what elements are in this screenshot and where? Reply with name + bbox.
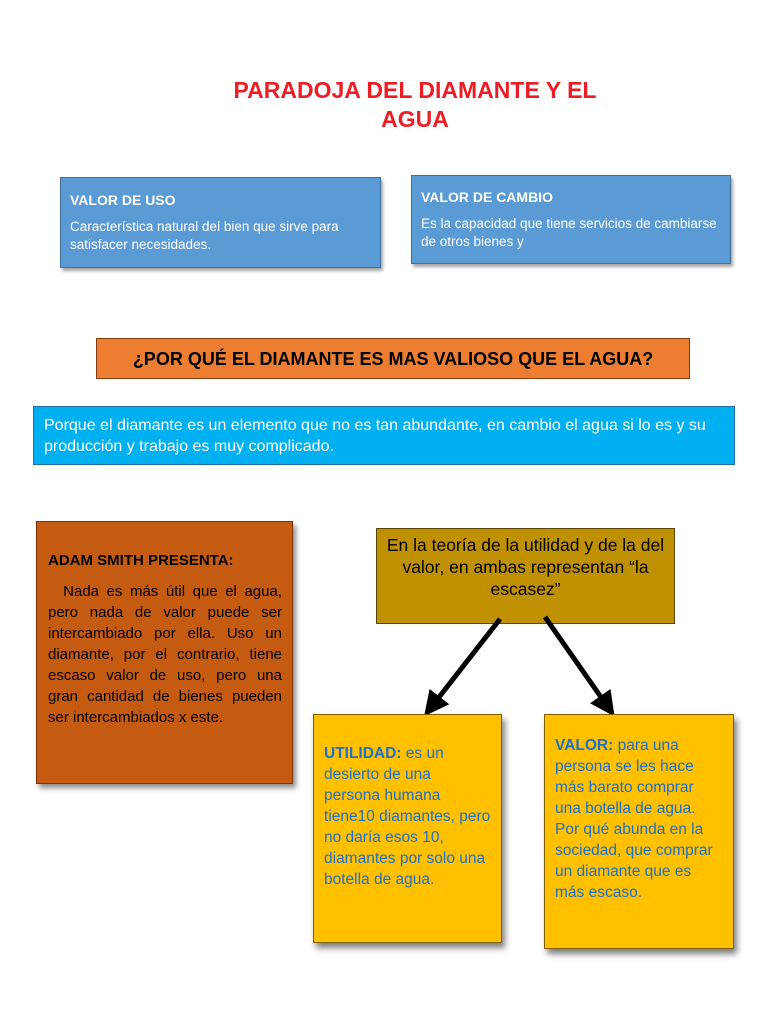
title-line-2: AGUA (381, 106, 449, 132)
valor-label: VALOR: (555, 737, 614, 754)
theory-box: En la teoría de la utilidad y de la del valor, en ambas representan “la escasez” (376, 528, 675, 624)
arrow-to-valor (545, 617, 610, 710)
valor-text: para una persona se les hace más barato comprar una botella de agua. Por qué abunda en la sociedad, que comprar un diamante que es más escaso. (555, 737, 713, 901)
valor-de-cambio-text: Es la capacidad que tiene servicios de cambiarse de otros bienes y (421, 216, 717, 249)
title-line-1: PARADOJA DEL DIAMANTE Y EL (233, 77, 597, 103)
valor-de-cambio-heading: VALOR DE CAMBIO (421, 189, 553, 205)
utilidad-box (313, 714, 502, 943)
valor-de-uso-text: Característica natural del bien que sirve para satisfacer necesidades. (70, 219, 339, 252)
utilidad-text: es un desierto de una persona humana tiene10 diamantes, pero no daría esos 10, diamantes por solo una botella de agua. (324, 745, 491, 888)
utilidad-label: UTILIDAD: (324, 745, 402, 762)
arrow-to-utilidad (429, 619, 500, 710)
adam-smith-text-content: Nada es más útil que el agua, pero nada de valor puede ser intercambiado por ella. Uso un diamante, por el contrario, tiene escaso valor de uso, pero una gran cantidad de bienes pueden ser intercambiados x este. (48, 583, 282, 726)
answer-box: Porque el diamante es un elemento que no es tan abundante, en cambio el agua si lo es y su producción y trabajo es muy complicado. (33, 406, 735, 465)
valor-de-uso-heading: VALOR DE USO (70, 192, 176, 208)
valor-box (544, 714, 734, 949)
adam-smith-heading: ADAM SMITH PRESENTA: (48, 552, 234, 569)
question-banner: ¿POR QUÉ EL DIAMANTE ES MAS VALIOSO QUE EL AGUA? (96, 338, 690, 379)
